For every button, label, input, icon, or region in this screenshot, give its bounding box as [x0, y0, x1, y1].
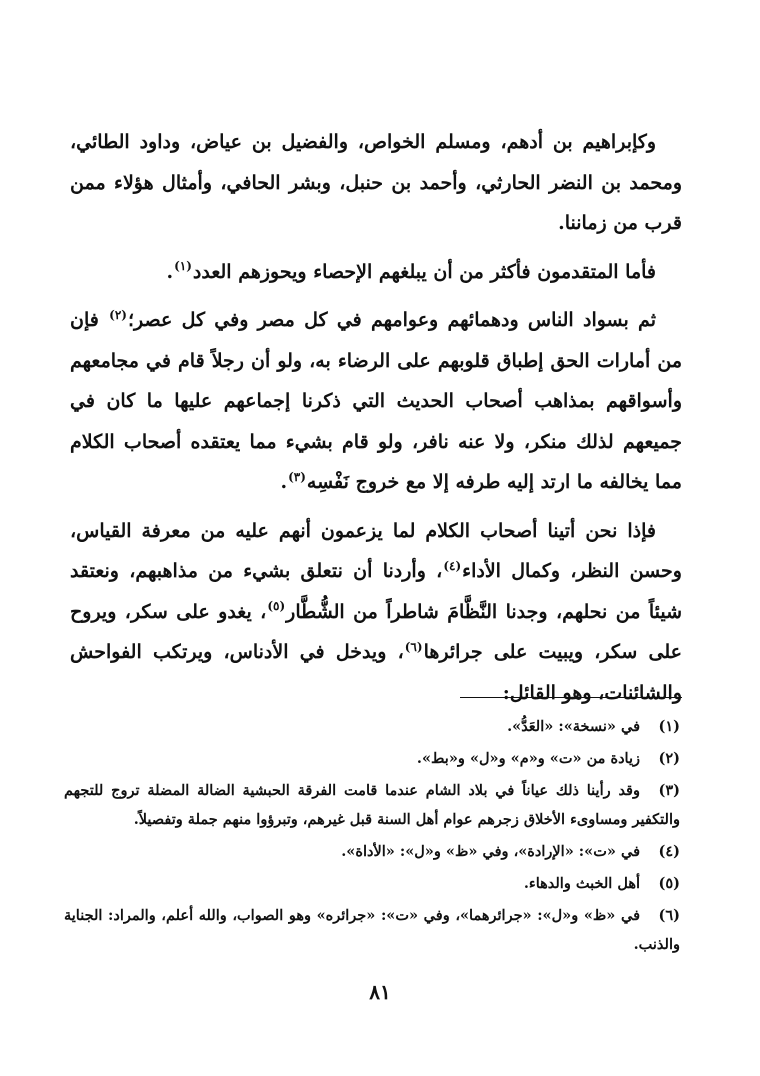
footnote-5 [64, 869, 680, 898]
footnote-2 [64, 744, 680, 773]
paragraph-text: فأما المتقدمون فأكثر من أن يبلغهم الإحصاء ويحوزهم العدد [192, 260, 656, 283]
footnote-ref-3: (٣) [288, 469, 306, 484]
page-number: ٨١ [369, 980, 391, 1004]
footnote-divider [460, 697, 682, 698]
footnote-text: في «ظ» و«ل»: «جرائرهما»، وفي «ت»: «جرائره» وهو الصواب، والله أعلم، والمراد: الجناية والذنب. [64, 907, 680, 953]
paragraph-text: ثم بسواد الناس ودهمائهم وعوامهم في كل مصر وفي كل عصر؛ [127, 309, 656, 331]
footnote-number: (٥) [658, 875, 680, 892]
footnote-text: في «نسخة»: «العَدُّ». [507, 718, 640, 735]
footnote-ref-4: (٤) [443, 558, 462, 573]
footnote-text: أهل الخبث والدهاء. [523, 875, 640, 892]
paragraph-text: ، يغدو على سكر، ويروح على سكر، ويبيت على جرائرها [70, 600, 682, 663]
paragraph-end: . [166, 260, 174, 283]
paragraph-end: . [280, 471, 288, 493]
paragraph-text: فإن من أمارات الحق إطباق قلوبهم على الرضاء به، ولو أن رجلاً قام في مجامعهم وأسواقهم بمذاهب أصحاب الحديث التي ذكرنا إجماعهم عليها ما كان في جميعهم لذلك منكر، ولا عنه نافر، ولو قام بشيء مما يعتقده أصحاب الكلام مما يخالفه ما ارتد إليه طرفه إلا مع خروج نَفْسِه [70, 309, 682, 493]
footnote-ref-2: (٢) [109, 307, 127, 322]
footnote-text: في «ت»: «الإرادة»، وفي «ظ» و«ل»: «الأداة». [341, 843, 640, 860]
footnotes [64, 712, 680, 962]
footnote-number: (٤) [658, 843, 680, 860]
paragraph-text: ، وأردنا أن نتعلق بشيء من مذاهبهم، ونعتقد شيئاً من نحلهم، وجدنا النَّظَّامَ شاطراً من الشُّطَّار [70, 560, 682, 623]
main-text [70, 122, 682, 721]
paragraph-3 [70, 300, 682, 503]
footnote-number: (٣) [658, 782, 680, 799]
footnote-ref-6: (٦) [404, 639, 423, 654]
paragraph-text: وكإبراهيم بن أدهم، ومسلم الخواص، والفضيل بن عياض، وداود الطائي، ومحمد بن النضر الحارثي، وأحمد بن حنبل، وبشر الحافي، وأمثال هؤلاء ممن قرب من زماننا. [70, 131, 682, 234]
footnote-4 [64, 837, 680, 866]
footnote-text: وقد رأينا ذلك عياناً في بلاد الشام عندما قامت الفرقة الحبشية الضالة المضلة تروج للتجهم والتكفير ومساوىء الأخلاق زجرهم عوام أهل السنة قبل غيرهم، وتبرؤوا منهم جملة وتفصيلاً. [64, 782, 680, 828]
footnote-ref-5: (٥) [267, 599, 286, 614]
paragraph-4 [70, 511, 682, 714]
footnote-text: زيادة من «ت» و«م» و«ل» و«بط». [416, 750, 640, 767]
footnote-3 [64, 776, 680, 834]
paragraph-1 [70, 122, 682, 244]
paragraph-text: فإذا نحن أتينا أصحاب الكلام لما يزعمون أنهم عليه من معرفة القياس، وحسن النظر، وكمال الأداء [70, 519, 682, 582]
footnote-number: (٦) [658, 907, 680, 924]
footnote-1 [64, 712, 680, 741]
footnote-ref-1: (١) [174, 259, 192, 274]
paragraph-text: ، ويدخل في الأدناس، ويرتكب الفواحش والشائنات، وهو القائل: [70, 641, 682, 704]
footnote-number: (٢) [658, 750, 680, 767]
footnote-6 [64, 901, 680, 959]
paragraph-2 [70, 252, 682, 293]
footnote-number: (١) [658, 718, 680, 735]
